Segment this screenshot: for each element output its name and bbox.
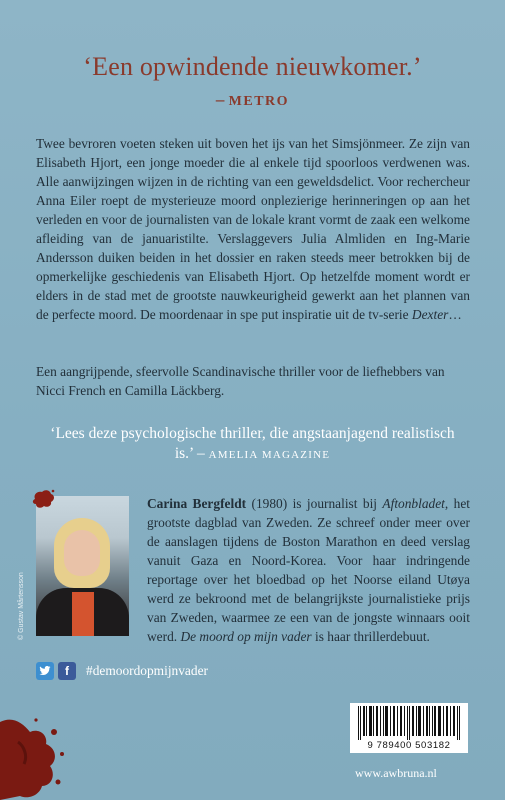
review-dash: – bbox=[193, 445, 209, 462]
headline-quote-source bbox=[0, 90, 505, 110]
headline-quote: ‘Een opwindende nieuwkomer.’ bbox=[83, 52, 422, 81]
blood-splatter-small-icon bbox=[30, 488, 56, 510]
synopsis-ellipsis: … bbox=[448, 307, 462, 322]
facebook-icon[interactable]: f bbox=[58, 662, 76, 680]
author-photo-shirt bbox=[72, 592, 94, 636]
author-photo bbox=[36, 496, 129, 636]
newspaper-name: Aftonbladet bbox=[382, 496, 445, 511]
author-name: Carina Bergfeldt bbox=[147, 496, 247, 511]
author-year: (1980) is journalist bij bbox=[246, 496, 383, 511]
review-quote-text: ‘Lees deze psychologische thriller, die angstaanjagend realistisch is.’ bbox=[50, 425, 455, 462]
twitter-icon[interactable] bbox=[36, 662, 54, 680]
isbn-barcode bbox=[350, 703, 468, 753]
photo-credit: © Gustav Mårtensson bbox=[18, 572, 25, 640]
synopsis-text: Twee bevroren voeten steken uit boven het ijs van het Simsjönmeer. Ze zijn van Elisabeth Hjort, een jonge moeder die al enkele tijd spoorloos verdwenen was. Alle aanwijzingen wijzen in de richting van een geweldsdelict. Voor rechercheur Anna Eiler roept de mysterieuze moord onplezierige herinneringen op aan het verleden en voor de journalisten van de lokale krant vormt de zaak een welkome afleiding van de januaristilte. Verslaggevers Julia Almliden en Ing-Marie Andersson duiken beiden in het dossier en raken steeds meer betrokken bij de opmerkelijke geschiedenis van Elisabeth Hjort. Op hetzelfde moment wordt er elders in de stad met de grootste nauwkeurigheid gewerkt aan het plannen van de perfecte moord. De moordenaar in spe put inspiratie uit de tv-serie bbox=[36, 136, 470, 322]
hashtag: #demoordopmijnvader bbox=[86, 663, 208, 678]
author-bio-text: , het grootste dagblad van Zweden. Ze schreef onder meer over de aanslagen tijdens de Boston Marathon en deed verslag vanuit Gaza en Noord-Korea. Voor haar indringende reportage over het bloedbad op het Noorse eiland Utøya werd ze bekroond met de belangrijkste journalistieke prijs van Zweden, waarmee ze een van de jongste winnaars ooit werd. bbox=[147, 496, 471, 644]
tagline-paragraph: Een aangrijpende, sfeervolle Scandinavische thriller voor de liefhebbers van Nicci French en Camilla Läckberg. bbox=[36, 364, 445, 398]
tv-series-title: Dexter bbox=[411, 307, 449, 322]
social-links bbox=[36, 661, 208, 681]
synopsis-paragraph bbox=[36, 134, 470, 324]
barcode-bars bbox=[356, 706, 462, 740]
quote-source-name: METRO bbox=[228, 94, 290, 109]
author-photo-face bbox=[64, 530, 100, 576]
review-quote bbox=[40, 424, 465, 465]
author-bio bbox=[147, 494, 470, 646]
blood-splatter-large-icon bbox=[0, 712, 90, 800]
publisher-website[interactable]: www.awbruna.nl bbox=[355, 766, 437, 780]
isbn-number: 9 789400 503182 bbox=[367, 740, 451, 751]
quote-dash: – bbox=[215, 90, 229, 109]
debut-title: De moord op mijn vader bbox=[180, 629, 312, 644]
debut-text: is haar thrillerdebuut. bbox=[311, 629, 430, 644]
review-source: AMELIA MAGAZINE bbox=[208, 449, 331, 461]
